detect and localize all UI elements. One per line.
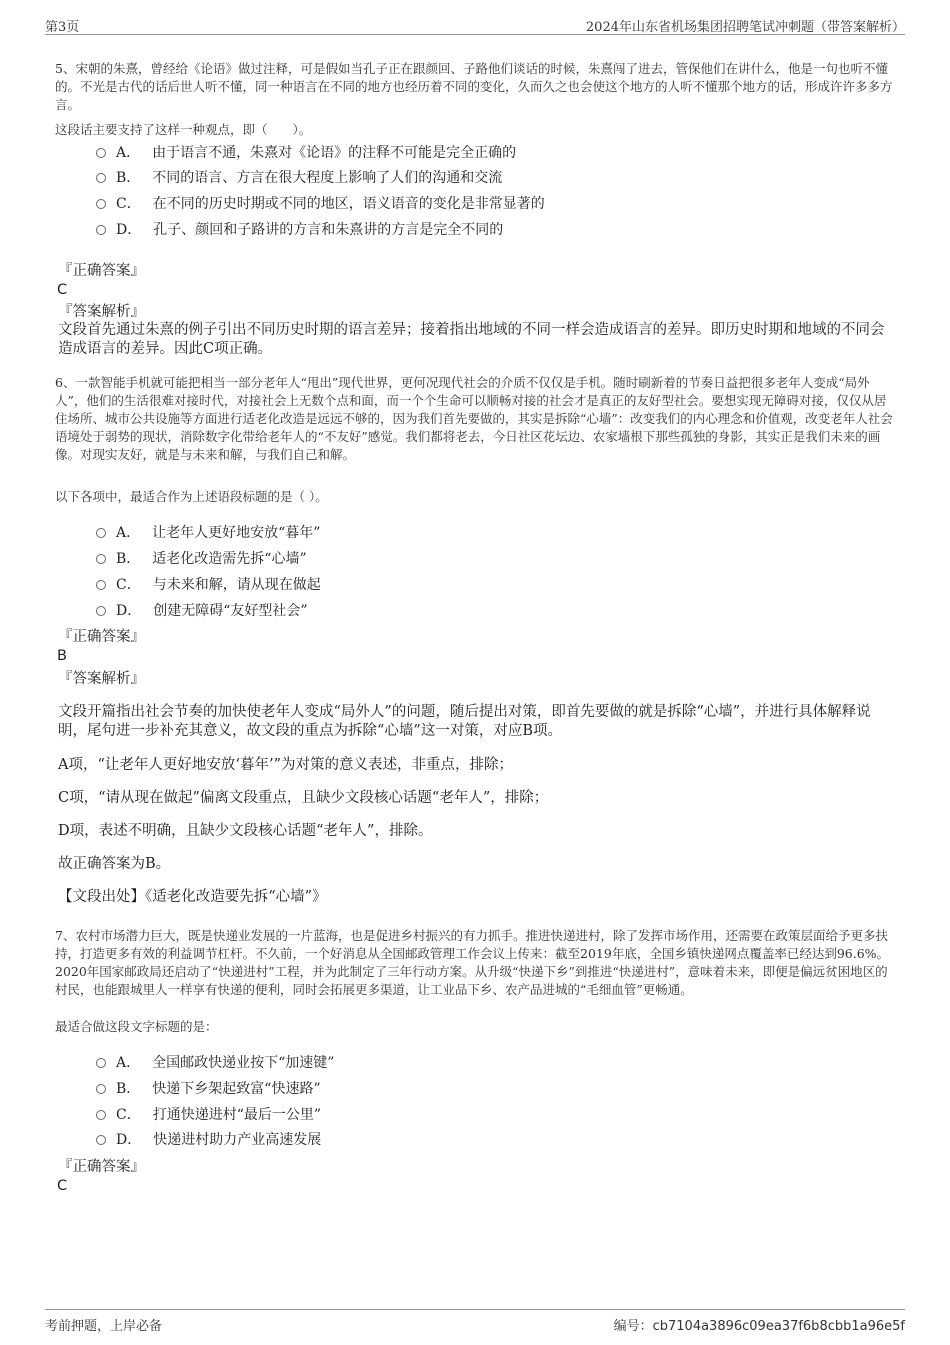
question-5-analysis: 文段首先通过朱熹的例子引出不同历史时期的语言差异；接着指出地域的不同一样会造成语言的差异。即历史时期和地域的不同会造成语言的差异。因此C项正确。	[58, 322, 885, 357]
radio-button[interactable]	[96, 148, 106, 158]
question-5-option-a[interactable]: A． 由于语言不通，朱熹对《论语》的注释不可能是完全正确的	[96, 143, 516, 163]
radio-button[interactable]	[96, 225, 106, 235]
radio-button[interactable]	[96, 1084, 106, 1094]
question-6-option-d[interactable]: D． 创建无障碍“友好型社会”	[96, 601, 308, 621]
footer-slogan: 考前押题，上岸必备	[45, 1319, 163, 1334]
question-6-note-d: D项，表述不明确，且缺少文段核心话题“老年人”，排除。	[58, 823, 433, 839]
question-7-prompt: 最适合做这段文字标题的是：	[55, 1019, 218, 1034]
radio-button[interactable]	[96, 199, 106, 209]
page-header	[45, 14, 905, 35]
document-title: 2024年山东省机场集团招聘笔试冲刺题（带答案解析）	[585, 20, 905, 35]
radio-button[interactable]	[96, 173, 106, 183]
question-5-option-c[interactable]: C． 在不同的历史时期或不同的地区，语义语音的变化是非常显著的	[96, 194, 545, 214]
question-5-option-d[interactable]: D． 孔子、颜回和子路讲的方言和朱熹讲的方言是完全不同的	[96, 220, 503, 240]
question-5-prompt: 这段话主要支持了这样一种观点，即（ ）。	[55, 122, 312, 137]
question-6-analysis-label: 『答案解析』	[58, 671, 145, 687]
question-5-analysis-label: 『答案解析』	[58, 304, 145, 320]
question-7-option-d[interactable]: D． 快递进村助力产业高速发展	[96, 1130, 321, 1150]
question-5-answer: C	[57, 282, 68, 298]
question-7-answer: C	[57, 1178, 68, 1194]
radio-button[interactable]	[96, 1058, 106, 1068]
question-5-option-b[interactable]: B． 不同的语言、方言在很大程度上影响了人们的沟通和交流	[96, 168, 502, 188]
question-6-option-c[interactable]: C． 与未来和解，请从现在做起	[96, 575, 321, 595]
question-7-option-c[interactable]: C． 打通快递进村“最后一公里”	[96, 1105, 321, 1125]
question-6-analysis: 文段开篇指出社会节奏的加快使老年人变成“局外人”的问题，随后提出对策，即首先要做的就是拆除“心墙”，并进行具体解释说明，尾句进一步补充其意义，故文段的重点为拆除“心墙”这一对策，对应B项。	[58, 704, 871, 739]
document-code	[614, 1315, 905, 1334]
page-number: 第3页	[45, 20, 80, 35]
radio-button[interactable]	[96, 528, 106, 538]
question-6-prompt: 以下各项中，最适合作为上述语段标题的是（ ）。	[55, 489, 328, 504]
radio-button[interactable]	[96, 606, 106, 616]
question-6-answer: B	[57, 648, 67, 664]
document-code-value: cb7104a3896c09ea37f6b8cbb1a96e5f	[652, 1319, 905, 1334]
question-6-conclusion: 故正确答案为B。	[58, 856, 171, 872]
question-6-note-c: C项，“请从现在做起”偏离文段重点，且缺少文段核心话题“老年人”，排除；	[58, 790, 549, 806]
question-7-text: 7、农村市场潜力巨大，既是快递业发展的一片蓝海，也是促进乡村振兴的有力抓手。推进快递进村，除了发挥市场作用，还需要在政策层面给予更多扶持，打造更多有效的利益调节杠杆。不久前，一个好消息从全国邮政管理工作会议上传来：截至2019年底，全国乡镇快递网点覆盖率已经达到96.6%。2020年国家邮政局还启动了“快递进村”工程，并为此制定了三年行动方案。从升级“快递下乡”到推进“快递进村”，意味着未来，即便是偏远贫困地区的村民，也能跟城里人一样享有快递的便利，同时会拓展更多渠道，让工业品下乡、农产品进城的“毛细血管”更畅通。	[55, 928, 890, 997]
question-5-answer-label: 『正确答案』	[58, 263, 145, 279]
question-7-option-b[interactable]: B． 快递下乡架起致富“快速路”	[96, 1079, 321, 1099]
question-6-answer-label: 『正确答案』	[58, 629, 145, 645]
question-6-text: 6、一款智能手机就可能把相当一部分老年人“甩出”现代世界，更何况现代社会的介质不仅仅是手机。随时刷新着的节奏日益把很多老年人变成“局外人”，他们的生活很难对接时代，对接社会上无数个点和面，而一个个生命可以顺畅对接的社会才是真正的友好型社会。要想实现无障碍对接，仅仅从居住场所、城市公共设施等方面进行适老化改造是远远不够的，因为我们首先要做的，其实是拆除“心墙”：改变我们的内心理念和价值观，改变老年人社会语境处于弱势的现状，消除数字化带给老年人的“不友好”感觉。我们都将老去，今日社区花坛边、农家墙根下那些孤独的身影，其实正是我们未来的画像。对现实友好，就是与未来和解，与我们自己和解。	[55, 375, 893, 462]
question-5-text: 5、宋朝的朱熹，曾经给《论语》做过注释，可是假如当孔子正在跟颜回、子路他们谈话的时候，朱熹闯了进去，管保他们在讲什么，他是一句也听不懂的。不光是古代的话后世人听不懂，同一种语言在不同的地方也经历着不同的变化，久而久之也会使这个地方的人听不懂那个地方的话，形成许许多多方言。	[55, 61, 893, 112]
document-code-label: 编号：	[613, 1319, 653, 1334]
radio-button[interactable]	[96, 554, 106, 564]
radio-button[interactable]	[96, 1135, 106, 1145]
question-6-source: 【文段出处】《适老化改造要先拆“心墙”》	[58, 889, 327, 905]
page-footer	[45, 1309, 905, 1336]
question-6-option-b[interactable]: B． 适老化改造需先拆“心墙”	[96, 549, 307, 569]
question-6-option-a[interactable]: A． 让老年人更好地安放“暮年”	[96, 523, 320, 543]
question-7-option-a[interactable]: A． 全国邮政快递业按下“加速键”	[96, 1053, 334, 1073]
question-7-answer-label: 『正确答案』	[58, 1159, 145, 1175]
question-6-note-a: A项，“让老年人更好地安放‘暮年’”为对策的意义表述，非重点，排除；	[58, 757, 514, 773]
radio-button[interactable]	[96, 1110, 106, 1120]
radio-button[interactable]	[96, 580, 106, 590]
